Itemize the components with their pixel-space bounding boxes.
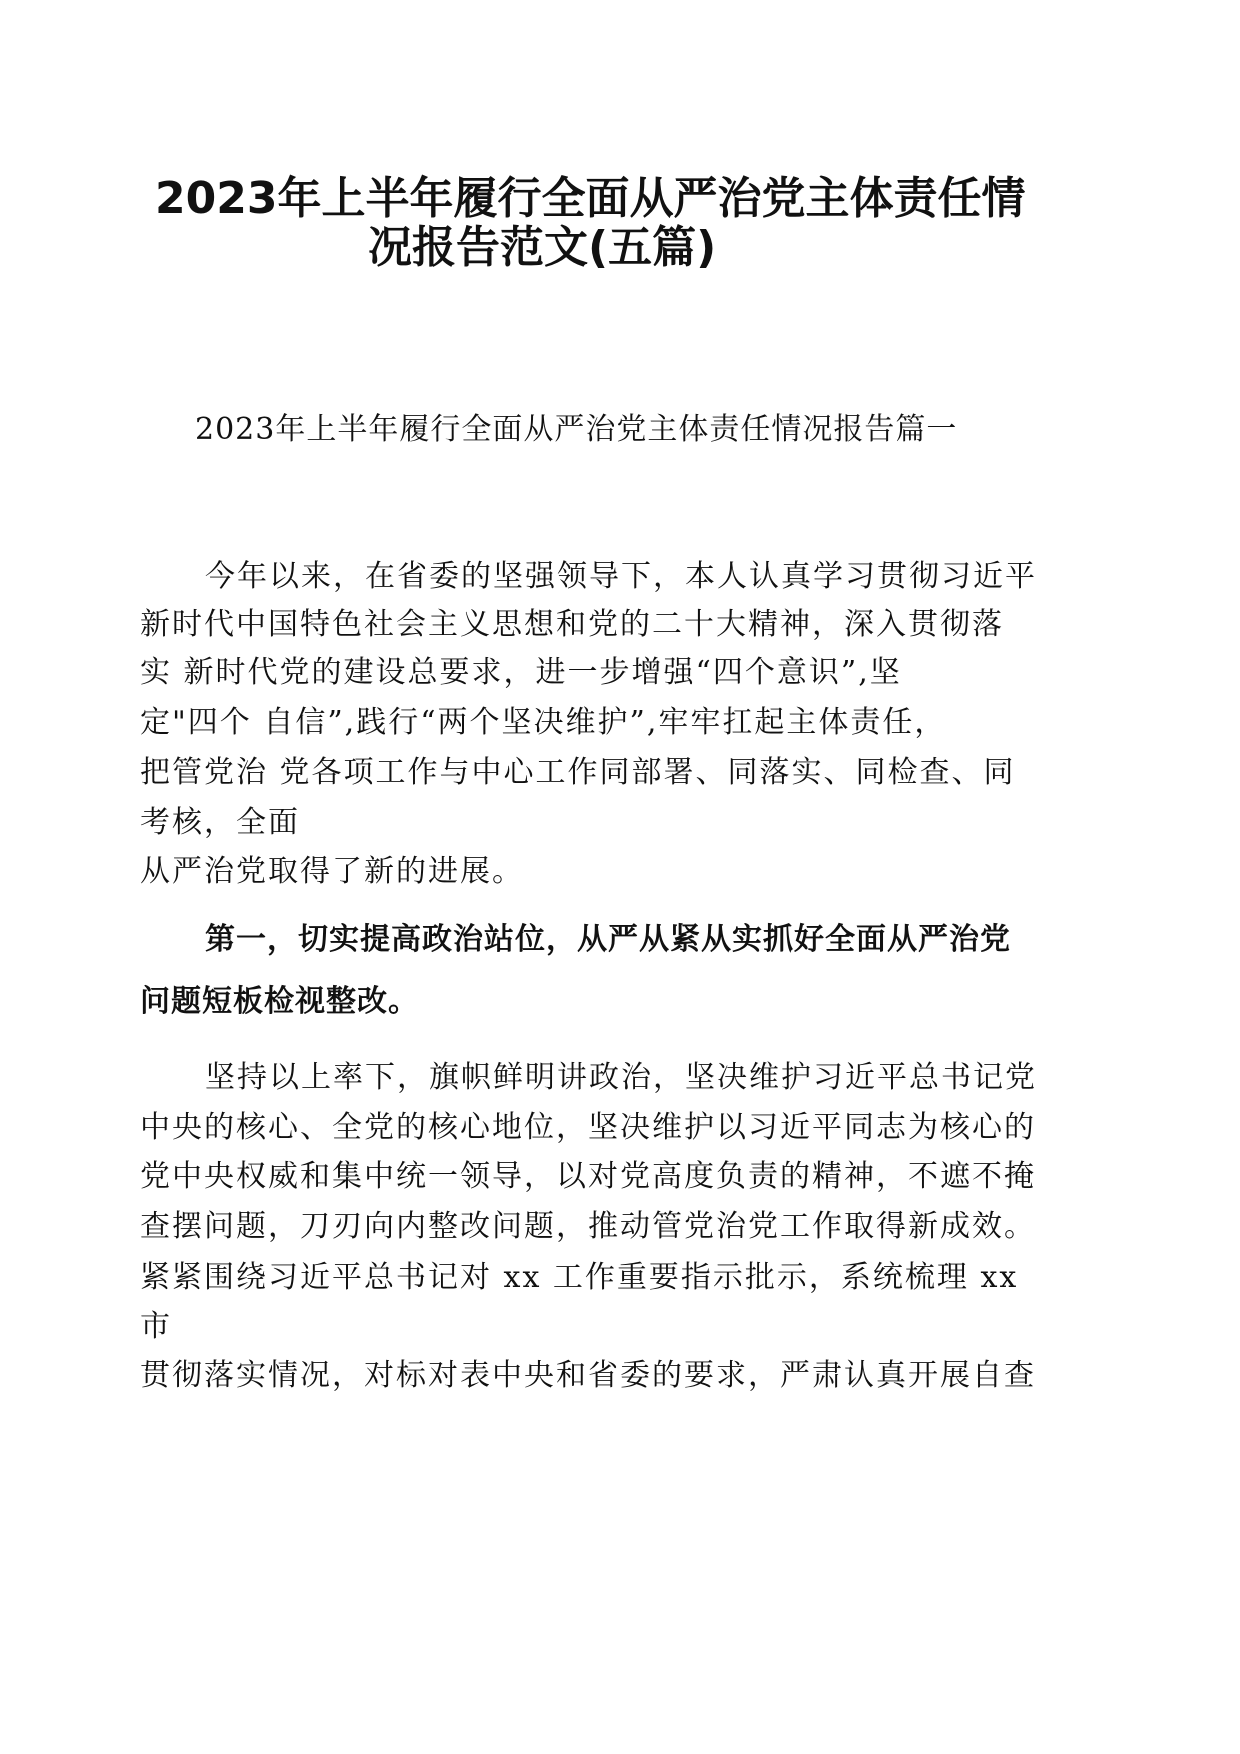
document-title-line-2: 况报告范文(五篇) <box>368 222 717 273</box>
section-title: 2023年上半年履行全面从严治党主体责任情况报告篇一 <box>195 412 958 447</box>
heading-line: 问题短板检视整改。 <box>140 984 419 1019</box>
paragraph-line: 今年以来，在省委的坚强领导下，本人认真学习贯彻习近平 <box>205 559 1037 594</box>
heading-line: 第一，切实提高政治站位，从严从紧从实抓好全面从严治党 <box>205 922 1011 957</box>
paragraph-line: 查摆问题，刀刃向内整改问题，推动管党治党工作取得新成效。 <box>140 1209 1036 1244</box>
paragraph-line: 紧紧围绕习近平总书记对 xx 工作重要指示批示，系统梳理 xx <box>140 1260 1019 1295</box>
paragraph-line: 坚持以上率下，旗帜鲜明讲政治，坚决维护习近平总书记党 <box>205 1060 1037 1095</box>
paragraph-line: 定"四个 自信”,践行“两个坚决维护”,牢牢扛起主体责任， <box>140 705 947 740</box>
paragraph-line: 考核，全面 <box>140 805 300 840</box>
paragraph-line: 从严治党取得了新的进展。 <box>140 854 524 889</box>
document-title-line-1: 2023年上半年履行全面从严治党主体责任情 <box>155 173 1026 224</box>
paragraph-line: 实 新时代党的建设总要求，进一步增强“四个意识”,坚 <box>140 655 902 690</box>
paragraph-line: 中央的核心、全党的核心地位，坚决维护以习近平同志为核心的 <box>140 1110 1036 1145</box>
paragraph-line: 市 <box>140 1309 172 1344</box>
paragraph-line: 新时代中国特色社会主义思想和党的二十大精神，深入贯彻落 <box>140 607 1004 642</box>
paragraph-line: 党中央权威和集中统一领导，以对党高度负责的精神，不遮不掩 <box>140 1159 1036 1194</box>
paragraph-line: 贯彻落实情况，对标对表中央和省委的要求，严肃认真开展自查 <box>140 1358 1036 1393</box>
paragraph-line: 把管党治 党各项工作与中心工作同部署、同落实、同检查、同 <box>140 755 1016 790</box>
